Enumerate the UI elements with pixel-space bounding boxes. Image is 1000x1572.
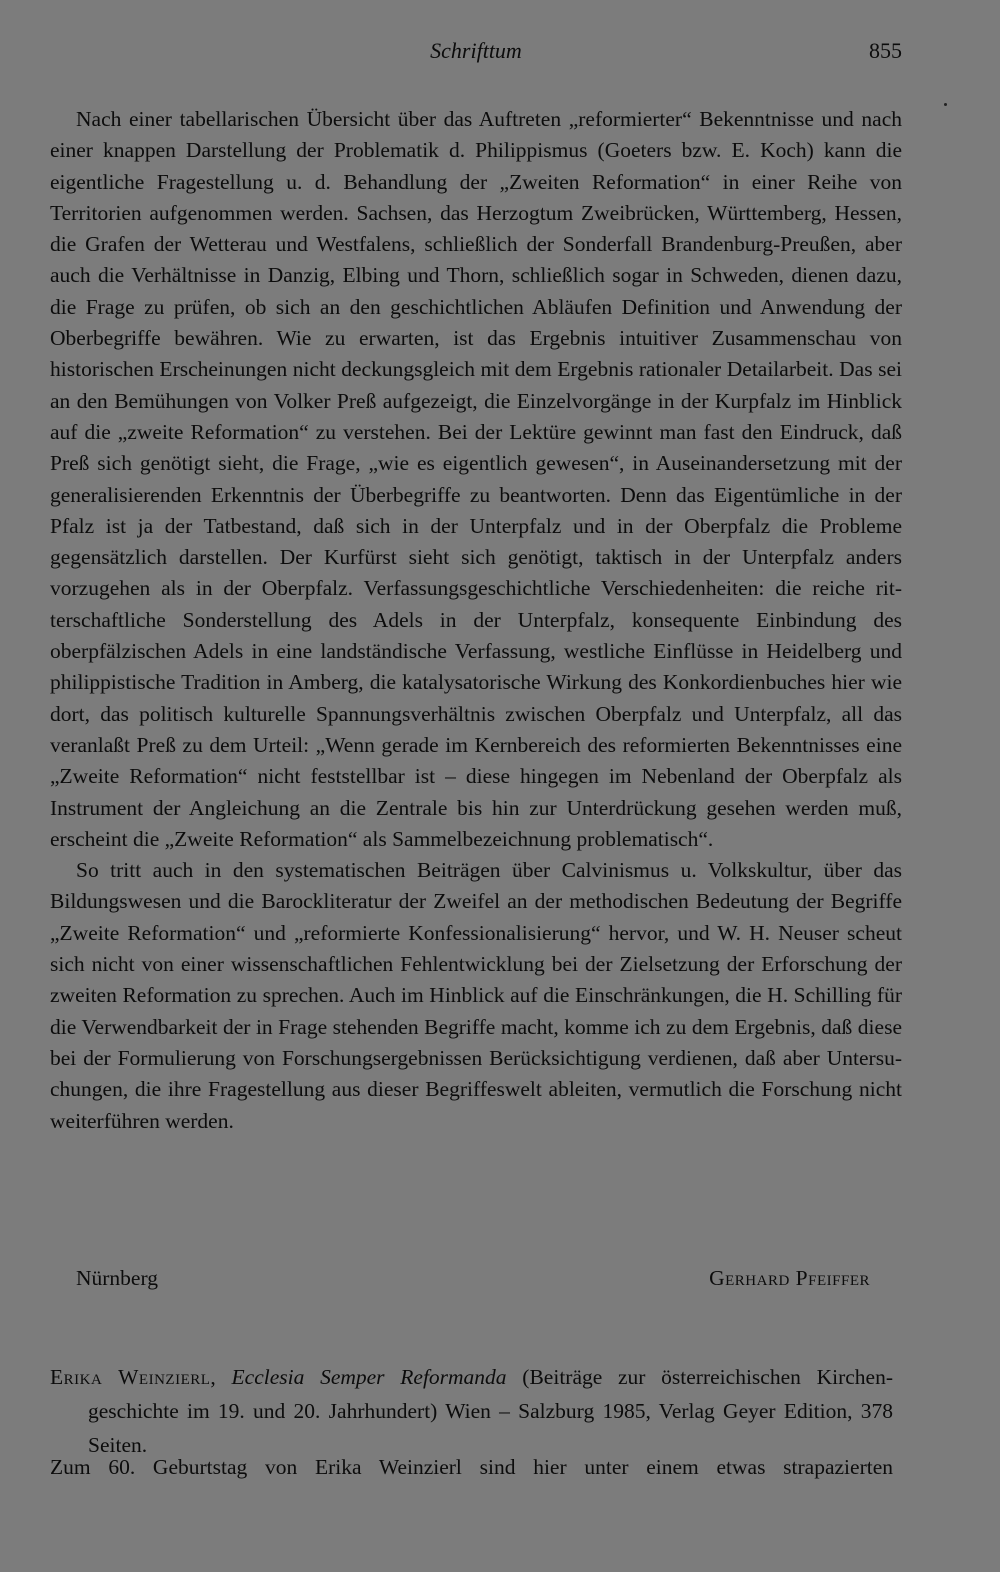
bibliographic-entry [50, 1360, 893, 1462]
signature-author: Gerhard Pfeiffer [709, 1266, 870, 1290]
review-body [50, 104, 902, 1137]
entry-title: Ecclesia Semper Reformanda [231, 1365, 507, 1389]
scan-speck [944, 103, 947, 106]
entry-details: (Beiträge zur österreichischen Kirchengeschichte im 19. und 20. Jahrhundert) Wien – Salzburg 1985, Verlag Geyer Edition, 378 Seiten. [88, 1365, 894, 1457]
running-head [50, 38, 902, 68]
paragraph: So tritt auch in den systematischen Beiträgen über Calvinismus u. Volkskultur, über das Bildungswesen und die Barockliteratur der Zweifel an der methodischen Bedeutung der Begriffe „Zweite Reformation“ und „reformierte Konfessionalisierung“ hervor, und W. H. Neuser scheut sich nicht von einer wissenschaftlichen Fehlentwicklung bei der Zielsetzung der Erforschung der zweiten Reformation zu sprechen. Auch im Hinblick auf die Einschränkungen, die H. Schilling für die Verwendbarkeit der in Frage stehenden Begriffe macht, komme ich zu dem Ergebnis, daß diese bei der Formulierung von Forschungsergebnissen Berücksichtigung verdienen, daß aber Untersuchungen, die ihre Fragestellung aus dieser Begriffeswelt ableiten, vermutlich die Forschung nicht weiterführen werden. [50, 858, 902, 1133]
section-title: Schrifttum [430, 38, 522, 63]
page-number: 855 [869, 38, 902, 63]
review-first-line: Zum 60. Geburtstag von Erika Weinzierl sind hier unter einem etwas strapazierten [50, 1455, 893, 1479]
entry-text: Erika Weinzierl, Ecclesia Semper Reformanda (Beiträge zur österreichischen Kirchengeschichte im 19. und 20. Jahrhundert) Wien – Salzburg 1985, Verlag Geyer Edition, 378 Seiten. [50, 1365, 894, 1457]
review-signature [76, 1266, 870, 1296]
signature-place: Nürnberg [76, 1266, 159, 1290]
paragraph: Nach einer tabellarischen Übersicht über das Auftreten „reformierter“ Bekenntnisse und nach einer knappen Darstellung der Problematik d. Philippismus (Goeters bzw. E. Koch) kann die eigentliche Fragestellung u. d. Behandlung der „Zweiten Reformation“ in einer Reihe von Territorien aufgenommen werden. Sachsen, das Herzogtum Zweibrücken, Württemberg, Hessen, die Grafen der Wetterau und Westfalens, schließlich der Sonderfall Brandenburg-Preußen, aber auch die Verhältnisse in Danzig, Elbing und Thorn, schließlich sogar in Schweden, dienen dazu, die Frage zu prüfen, ob sich an den geschichtlichen Abläufen Definition und Anwendung der Oberbegriffe bewähren. Wie zu erwarten, ist das Ergebnis intuitiver Zusammenschau von historischen Erscheinungen nicht deckungsgleich mit dem Ergebnis rationaler Detailarbeit. Das sei an den Bemühungen von Volker Preß aufgezeigt, die Einzelvorgänge in der Kurpfalz im Hinblick auf die „zweite Reformation“ zu verstehen. Bei der Lektüre gewinnt man fast den Eindruck, daß Preß sich genötigt sieht, die Frage, „wie es eigentlich gewesen“, in Auseinandersetzung mit der generalisierenden Erkenntnis der Überbegriffe zu beantworten. Denn das Eigentümliche in der Pfalz ist ja der Tatbestand, daß sich in der Unterpfalz und in der Oberpfalz die Probleme gegensätzlich darstellen. Der Kurfürst sieht sich genötigt, taktisch in der Unterpfalz anders vorzugehen als in der Oberpfalz. Verfassungsgeschichtliche Verschiedenheiten: die reiche ritterschaftliche Sonderstellung des Adels in der Unterpfalz, konsequente Einbindung des oberpfälzischen Adels in eine landständische Verfassung, westliche Einflüsse in Heidelberg und philippistische Tradition in Amberg, die katalysatorische Wirkung des Konkordienbuches hier wie dort, das politisch kulturelle Spannungsverhältnis zwischen Oberpfalz und Unterpfalz, all das veranlaßt Preß zu dem Urteil: „Wenn gerade im Kernbereich des reformierten Bekenntnisses eine „Zweite Reformation“ nicht feststellbar ist – diese hingegen im Nebenland der Oberpfalz als Instrument der Angleichung an die Zentrale bis hin zur Unterdrückung gesehen werden muß, erscheint die „Zweite Reformation“ als Sammelbezeichnung problematisch“. [50, 107, 902, 851]
entry-author: Erika Weinzierl [50, 1365, 211, 1389]
